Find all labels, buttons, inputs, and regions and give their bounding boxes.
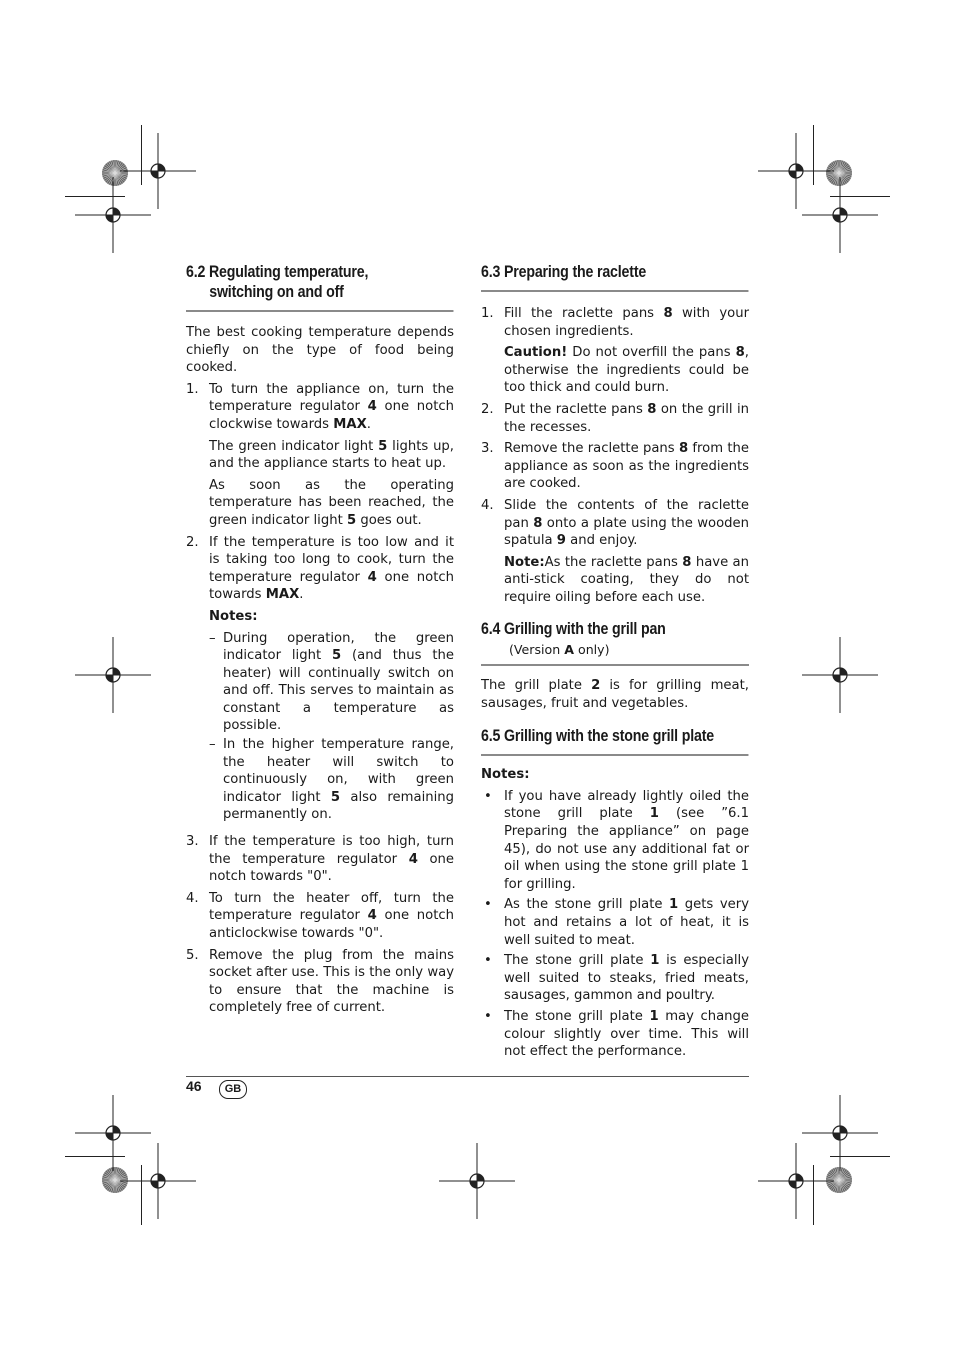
list-item: [481, 305, 749, 397]
text-run: one notch towards: [209, 569, 454, 603]
text-run: As soon as the operating temperature has been reached, the green indicator light: [209, 477, 454, 528]
step-number: 2.: [186, 534, 199, 550]
crop-mark: [830, 196, 890, 197]
text-run: (see ”6.1 Preparing the appliance” on page 45), do not use any additional fat or oil when using the stone grill plate 1 for grilling.: [504, 806, 749, 892]
text-run: Do not overfill the pans: [567, 345, 736, 361]
crop-mark: [65, 196, 125, 197]
right-column: [481, 258, 749, 1064]
text-run: , otherwise the ingredients could be too thick and could burn.: [504, 345, 749, 396]
step-number: 2.: [481, 401, 494, 417]
step-number: 3.: [186, 834, 199, 850]
left-column: [186, 258, 454, 1021]
section-heading-6-2: [186, 258, 453, 312]
section-heading-6-4: [481, 615, 748, 639]
registration-mark-icon: [437, 1141, 517, 1221]
text-run: with your chosen ingredients.: [504, 306, 750, 339]
text-run: only): [573, 641, 610, 657]
note-item: [209, 630, 454, 736]
text-run: .: [366, 416, 371, 432]
heading-line-2: switching on and off: [209, 283, 344, 301]
bold-ref: MAX: [265, 587, 300, 603]
crop-mark: [830, 1156, 890, 1157]
text-run: Slide the contents of the raclette pan: [504, 497, 749, 531]
footer-rule: [186, 1076, 749, 1077]
list-item: [481, 497, 749, 607]
text-run: (and thus the heater) will continually switch on and off. This serves to maintain as constant a temperature as possible.: [223, 648, 454, 734]
bold-ref: 8: [533, 515, 543, 531]
version-note: [481, 641, 749, 659]
registration-mark-icon: [73, 175, 153, 255]
text-run: The green indicator light: [209, 438, 379, 454]
bold-ref: 8: [678, 441, 689, 457]
bold-ref: 1: [649, 806, 659, 822]
text-run: from the appliance as soon as the ingredients are cooked.: [504, 441, 750, 492]
text-run: one notch clockwise towards: [209, 399, 454, 432]
section-rule: [481, 664, 749, 666]
text-run: Fill the raclette pans: [504, 306, 664, 321]
step-paragraph: [504, 305, 749, 340]
text-run: During operation, the green indicator light: [223, 630, 454, 664]
registration-mark-icon: [73, 1093, 153, 1173]
section-heading-6-4-text: 6.4 Grilling with the grill pan: [481, 619, 666, 638]
step-paragraph: [209, 477, 454, 530]
text-run: goes out.: [356, 512, 422, 528]
bullet-marker: •: [484, 1009, 492, 1024]
text-run: To turn the appliance on, turn the temperature regulator: [209, 381, 454, 415]
step-number: 5.: [186, 947, 199, 963]
section-heading-6-5: 6.5 Grilling with the stone grill plate: [481, 722, 748, 756]
bullet-marker: •: [484, 897, 492, 913]
step-paragraph: [504, 554, 749, 607]
text-run: The stone grill plate: [504, 1009, 650, 1024]
text-run: In the higher temperature range, the heater will switch to continuously on, with green indicator light: [223, 737, 454, 805]
text-run: on the grill in the recesses.: [504, 401, 749, 435]
text-run: The grill plate: [481, 678, 592, 694]
step-paragraph: [504, 344, 749, 397]
text-run: lights up, and the appliance starts to heat up.: [209, 438, 454, 472]
step-number: 1.: [481, 306, 494, 321]
crop-mark: [141, 1165, 142, 1225]
steps-list-6-2: [186, 381, 454, 1017]
text-run: As the stone grill plate: [504, 897, 670, 913]
language-badge: GB: [219, 1080, 247, 1099]
list-item: [481, 440, 749, 493]
steps-list-6-3: [481, 305, 749, 607]
text-run: gets very hot and retains a lot of heat, it is well suited to meat.: [504, 897, 749, 948]
bold-ref: 8: [663, 306, 673, 321]
step-paragraph: [504, 440, 749, 493]
bullet-marker: •: [484, 788, 492, 804]
bold-ref: Caution!: [504, 345, 568, 361]
bold-ref: 4: [367, 569, 377, 585]
text-run: one notch towards "0".: [209, 851, 455, 885]
intro-paragraph: The best cooking temperature depends chiefly on the type of food being cooked.: [186, 325, 454, 376]
bold-ref: 1: [650, 953, 660, 969]
bold-ref: MAX: [333, 416, 367, 432]
text-run: The stone grill plate: [504, 953, 651, 969]
bold-ref: Note:: [504, 554, 545, 570]
bold-ref: 8: [735, 345, 745, 361]
text-run: onto a plate using the wooden spatula: [504, 515, 749, 549]
list-item: [481, 401, 749, 436]
step-number: 4.: [481, 497, 494, 513]
crop-mark: [65, 1156, 125, 1157]
step-paragraph: [209, 438, 454, 473]
bullet-item: [481, 788, 749, 894]
registration-mark-icon: [800, 1093, 880, 1173]
bold-ref: 4: [408, 851, 418, 867]
bullet-item: [481, 952, 749, 1005]
list-item: [186, 890, 454, 943]
dash-marker: –: [209, 630, 216, 646]
notes-label: Notes:: [209, 608, 258, 624]
heading-line-1: 6.2 Regulating temperature,: [186, 263, 369, 281]
text-run: Remove the plug from the mains socket after use. This is the only way to ensure that the machine is completely free of current.: [209, 947, 454, 1016]
bold-ref: 5: [346, 512, 357, 528]
crop-mark: [813, 125, 814, 185]
step-paragraph: [209, 381, 454, 434]
list-item: [186, 833, 454, 886]
list-item: [186, 947, 454, 1017]
bold-ref: 4: [367, 908, 377, 924]
page-number: 46: [186, 1078, 202, 1094]
text-run: If the temperature is too low and it is taking too long to cook, turn the temperature regulator: [209, 534, 454, 585]
registration-mark-icon: [800, 635, 880, 715]
step-paragraph: [209, 833, 454, 886]
bold-ref: 5: [331, 648, 342, 664]
bold-ref: 2: [591, 678, 601, 694]
bullet-marker: •: [484, 953, 492, 969]
list-item: [186, 381, 454, 530]
text-run: is for grilling meat, sausages, fruit and vegetables.: [481, 678, 749, 711]
step-number: 3.: [481, 441, 494, 457]
stone-grill-notes: [481, 788, 749, 1061]
bold-ref: 1: [669, 897, 679, 913]
bold-ref: 1: [649, 1009, 659, 1024]
text-run: one notch anticlockwise towards "0".: [209, 908, 454, 941]
text-run: (Version: [509, 641, 565, 657]
text-run: is especially well suited to steaks, fried meats, sausages, gammon and poultry.: [504, 953, 749, 1004]
grill-plate-paragraph: [481, 677, 749, 712]
registration-mark-icon: [73, 635, 153, 715]
step-paragraph: [209, 947, 454, 1017]
text-run: If you have already lightly oiled the stone grill plate: [504, 788, 749, 822]
section-heading-6-3: 6.3 Preparing the raclette: [481, 258, 748, 292]
crop-mark: [141, 125, 142, 185]
step-paragraph: [504, 401, 749, 436]
bold-ref: 5: [330, 789, 341, 805]
bold-ref: 4: [367, 399, 377, 415]
crop-mark: [813, 1165, 814, 1225]
text-run: may change colour slightly over time. This will not effect the performance.: [504, 1009, 750, 1060]
text-run: .: [299, 587, 304, 603]
text-run: If the temperature is too high, turn the temperature regulator: [209, 834, 454, 867]
bold-ref: 8: [647, 401, 657, 417]
text-run: Put the raclette pans: [504, 401, 648, 417]
bold-ref: 9: [556, 533, 566, 549]
text-run: also remaining permanently on.: [223, 789, 454, 823]
text-run: To turn the heater off, turn the temperature regulator: [209, 890, 454, 924]
step-paragraph: [209, 534, 454, 604]
notes-label-6-5: Notes:: [481, 767, 530, 783]
step-number: 4.: [186, 890, 199, 906]
list-item: [186, 534, 454, 830]
text-run: As the raclette pans: [544, 554, 683, 570]
step-paragraph: [504, 497, 749, 550]
text-run: Remove the raclette pans: [504, 441, 679, 457]
registration-mark-icon: [800, 175, 880, 255]
dash-marker: –: [209, 737, 216, 753]
text-run: and enjoy.: [565, 533, 638, 549]
bold-ref: 8: [682, 554, 692, 570]
step-number: 1.: [186, 381, 199, 397]
note-item: [209, 736, 454, 824]
bold-ref: 5: [378, 438, 388, 454]
bullet-item: [481, 1008, 749, 1061]
text-run: have an anti-stick coating, they do not require oiling before each use.: [504, 554, 749, 605]
bullet-item: [481, 896, 749, 949]
step-paragraph: [209, 890, 454, 943]
bold-ref: A: [564, 641, 574, 657]
